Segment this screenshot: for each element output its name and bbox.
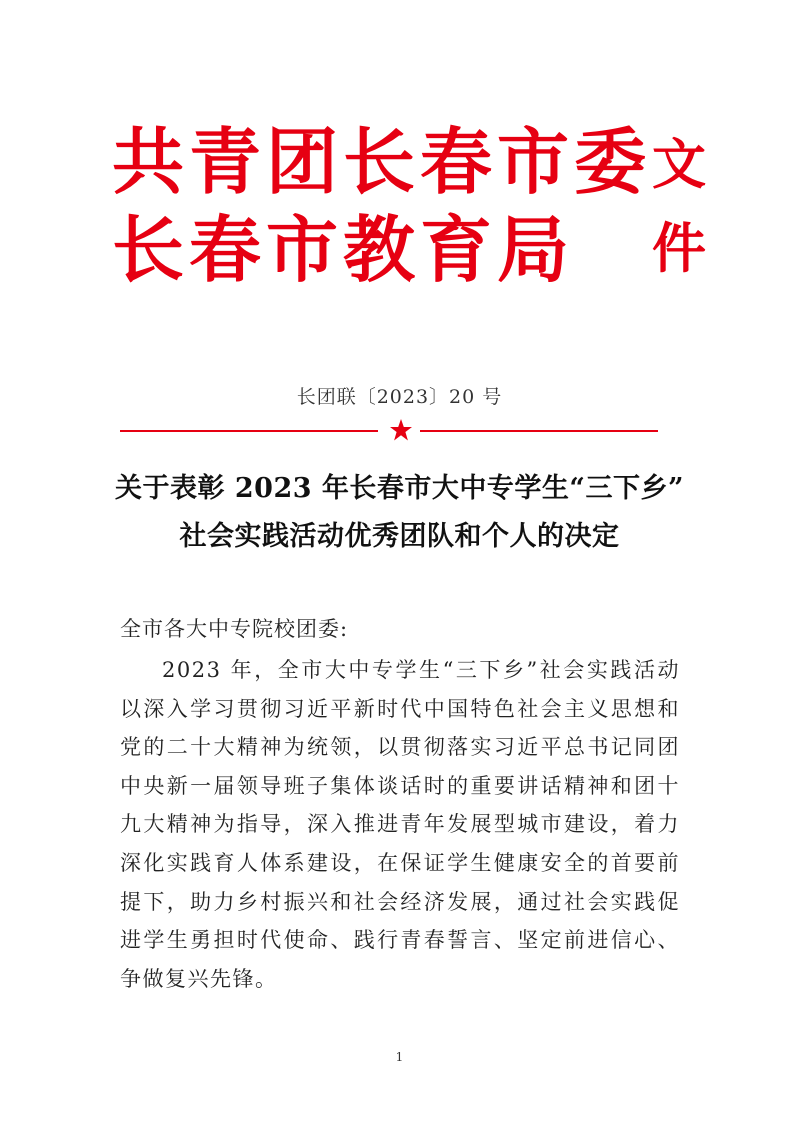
- salutation: 全市各大中专院校团委:: [120, 617, 349, 641]
- red-divider-right: [420, 430, 658, 432]
- header-suffix-jian: 件: [652, 217, 706, 280]
- issuer-header: [112, 118, 712, 298]
- issuer-line-1: 共青团长春市委: [112, 120, 652, 204]
- page-number: 1: [395, 1050, 404, 1064]
- issuer-line-2: 长春市教育局: [112, 208, 575, 292]
- red-divider-left: [120, 430, 378, 432]
- header-suffix-wen: 文: [652, 133, 706, 196]
- document-title-line-1: 关于表彰 2023 年长春市大中专学生“三下乡”: [114, 473, 684, 504]
- document-title-line-2: 社会实践活动优秀团队和个人的决定: [179, 521, 620, 552]
- red-star-icon: [389, 418, 413, 442]
- body-paragraph: 2023 年，全市大中专学生“三下乡”社会实践活动以深入学习贯彻习近平新时代中国特色社会主义思想和党的二十大精神为统领，以贯彻落实习近平总书记同团中央新一届领导班子集体谈话时的重要讲话精神和团十九大精神为指导，深入推进青年发展型城市建设，着力深化实践育人体系建设，在保证学生健康安全的首要前提下，助力乡村振兴和社会经济发展，通过社会实践促进学生勇担时代使命、践行青春誓言、坚定前进信心、争做复兴先锋。: [120, 658, 680, 991]
- document-number: 长团联〔2023〕20 号: [296, 386, 503, 408]
- issuer-names: [112, 118, 652, 294]
